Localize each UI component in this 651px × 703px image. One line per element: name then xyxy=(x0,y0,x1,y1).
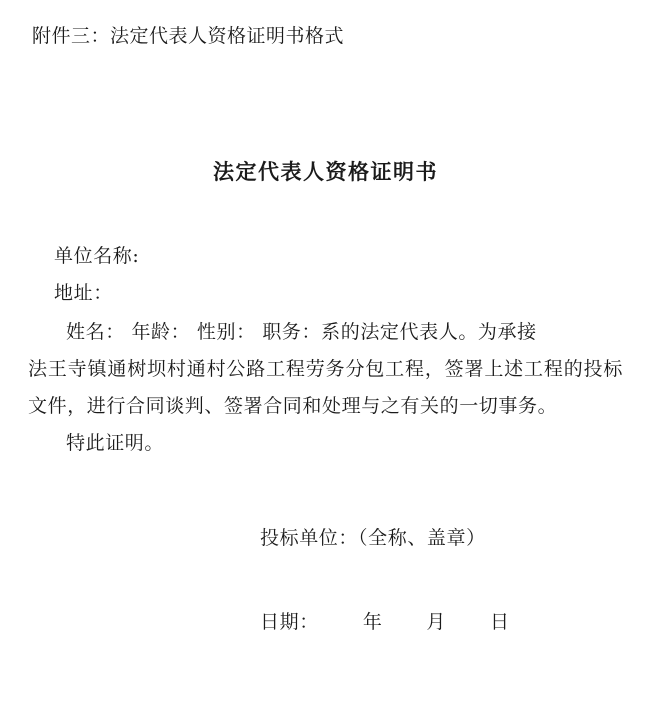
day-label: 日 xyxy=(490,610,510,633)
bidder-label: 投标单位： xyxy=(260,526,359,549)
bidder-value: （全称、盖章） xyxy=(358,526,486,549)
bidder-row xyxy=(260,520,623,556)
signature-block xyxy=(28,520,623,640)
year-label: 年 xyxy=(362,610,383,633)
date-label: 日期： xyxy=(260,610,319,633)
page-title: 法定代表人资格证明书 xyxy=(213,158,438,184)
project-paragraph: 法王寺镇通树坝村通村公路工程劳务分包工程，签署上述工程的投标文件，进行合同谈判、签署合同和处理与之有关的一切事务。 xyxy=(28,357,623,417)
document-body xyxy=(28,238,623,462)
legal-representative-info-line: 姓名： 年龄： 性别： 职务：系的法定代表人。为承接 xyxy=(66,320,537,343)
attachment-header: 附件三：法定代表人资格证明书格式 xyxy=(32,25,345,47)
address-label: 地址： xyxy=(54,281,113,304)
month-label: 月 xyxy=(426,610,447,633)
company-name-label: 单位名称: xyxy=(54,244,140,267)
certify-line: 特此证明。 xyxy=(66,431,165,454)
date-row xyxy=(260,604,623,640)
